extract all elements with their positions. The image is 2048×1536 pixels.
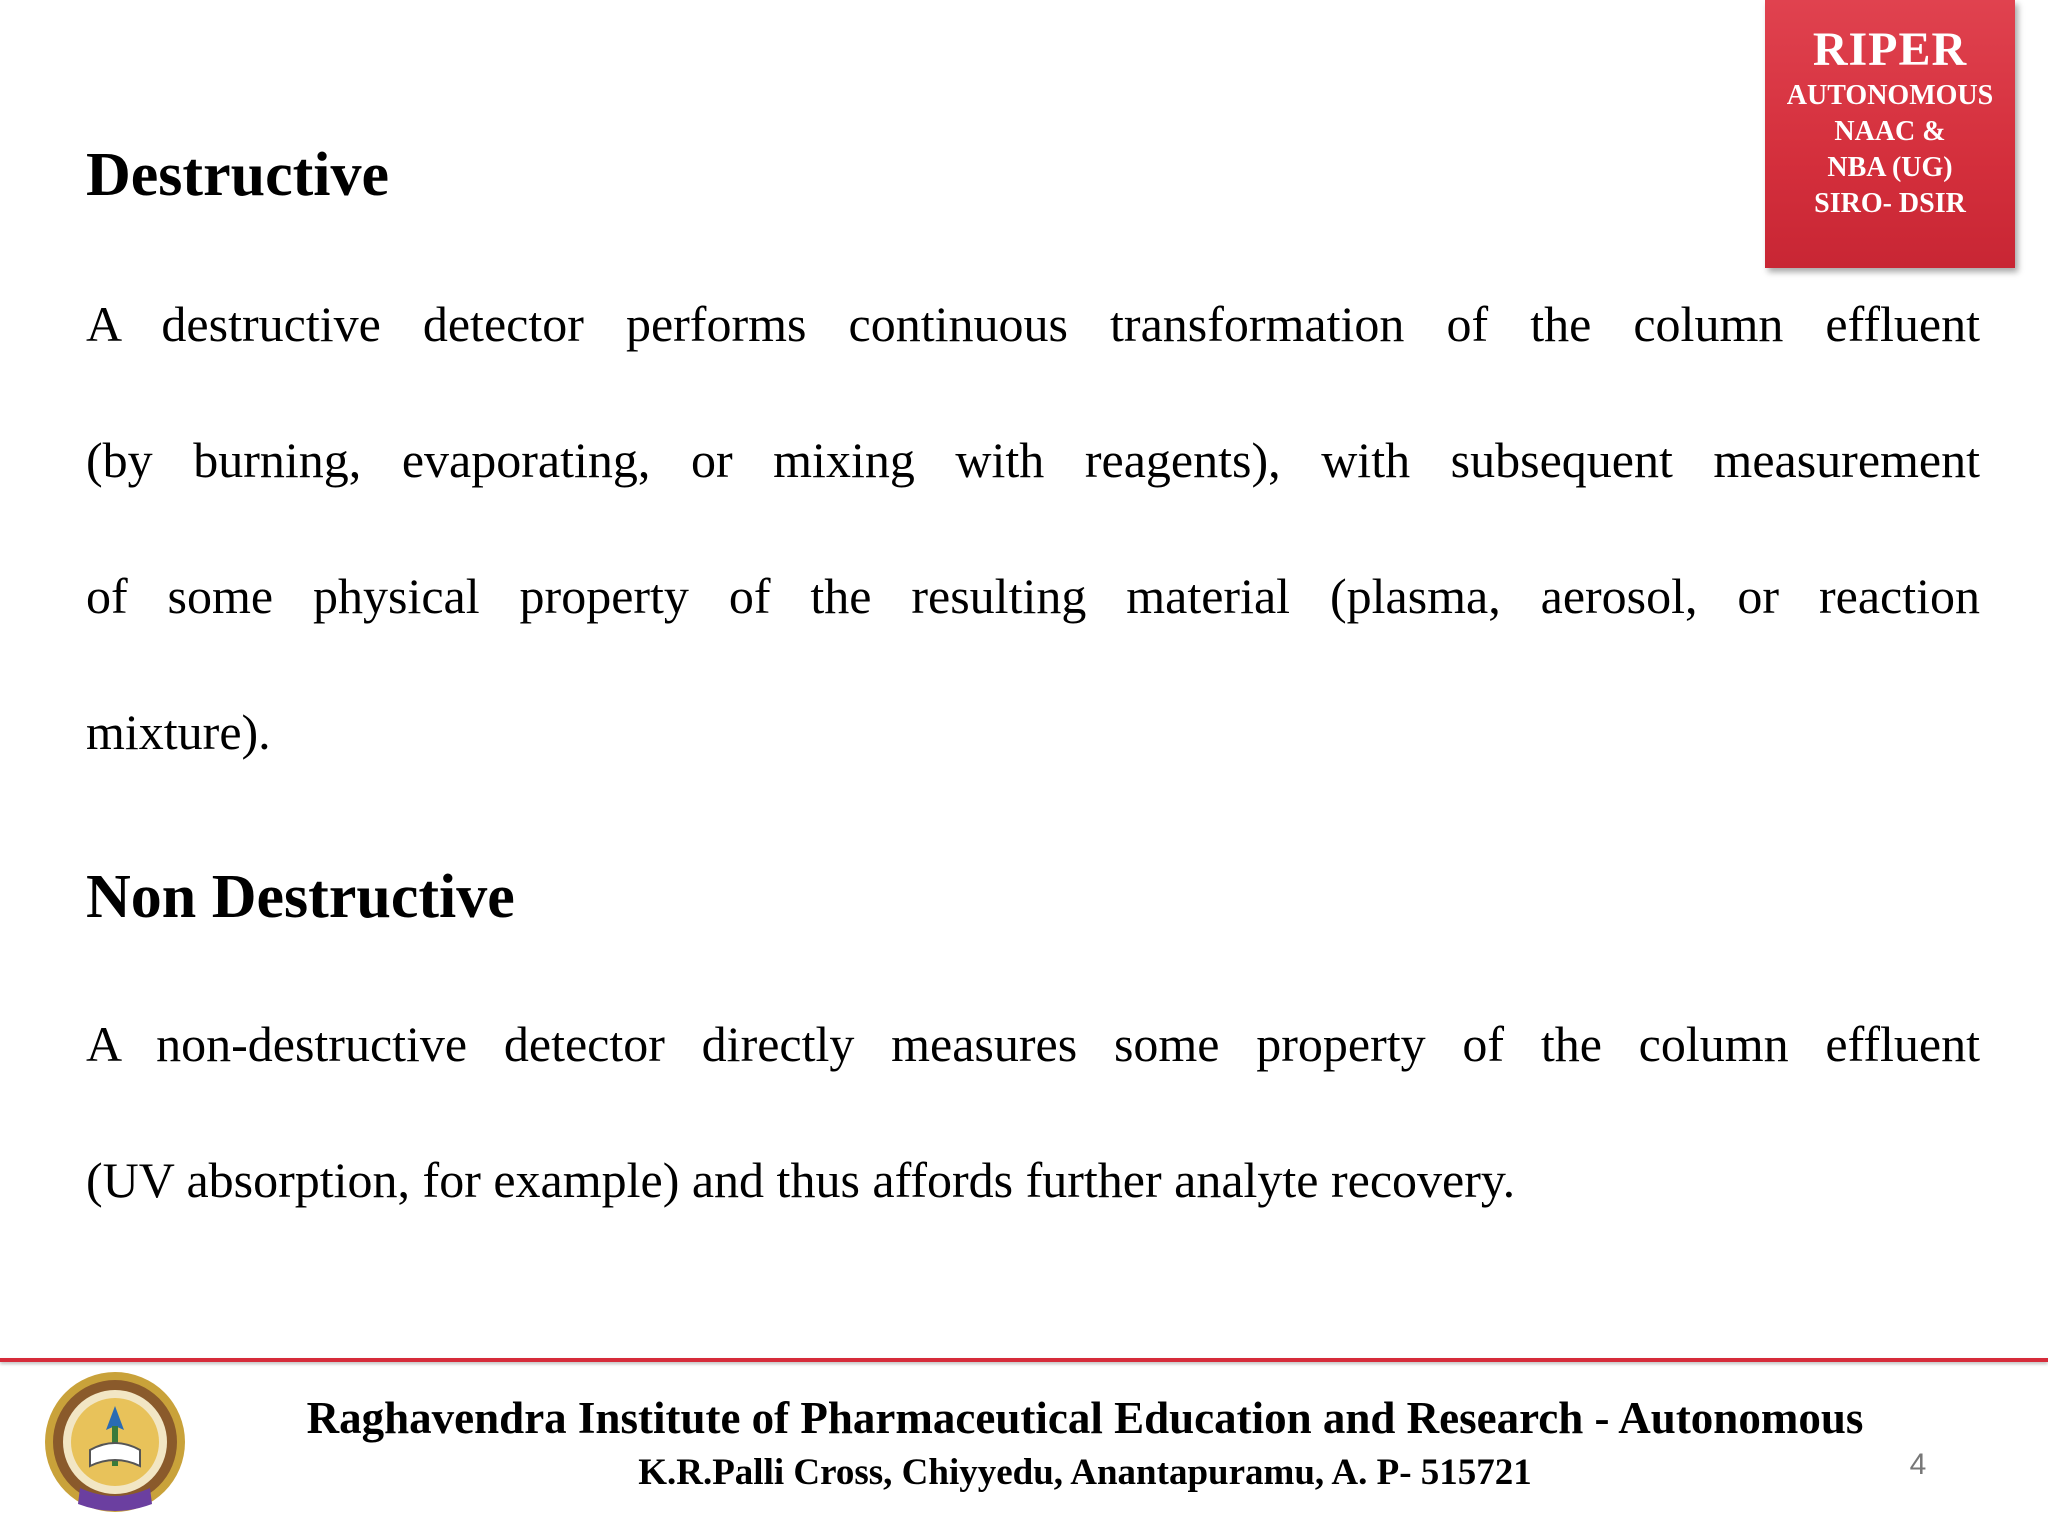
paragraph-line: of some physical property of the resulting material (plasma, aerosol, or reaction (86, 568, 1980, 624)
badge-line-naac: NAAC & (1834, 116, 1946, 147)
paragraph-line: mixture). (86, 704, 271, 760)
paragraph-line: A non-destructive detector directly measures some property of the column effluent (86, 1016, 1980, 1072)
paragraph-line: (by burning, evaporating, or mixing with reagents), with subsequent measurement (86, 432, 1980, 488)
paragraph-destructive (86, 256, 1980, 800)
college-seal-icon (40, 1370, 190, 1520)
badge-line-autonomous: AUTONOMOUS (1786, 80, 1994, 111)
paragraph-line: (UV absorption, for example) and thus affords further analyte recovery. (86, 1152, 1516, 1208)
accreditation-badge (1765, 0, 2015, 268)
badge-title: RIPER (1812, 23, 1968, 76)
heading-non-destructive: Non Destructive (86, 863, 515, 931)
institute-name: Raghavendra Institute of Pharmaceutical Education and Research - Autonomous (306, 1393, 1864, 1443)
paragraph-non-destructive (86, 976, 1980, 1248)
paragraph-line: A destructive detector performs continuous transformation of the column effluent (86, 296, 1980, 352)
badge-line-nba: NBA (UG) (1827, 152, 1953, 183)
heading-destructive: Destructive (86, 141, 389, 209)
institute-address: K.R.Palli Cross, Chiyyedu, Anantapuramu, A. P- 515721 (638, 1452, 1532, 1493)
footer-divider (0, 1358, 2048, 1362)
badge-line-siro: SIRO- DSIR (1814, 188, 1966, 219)
page-number: 4 (1909, 1448, 1927, 1481)
